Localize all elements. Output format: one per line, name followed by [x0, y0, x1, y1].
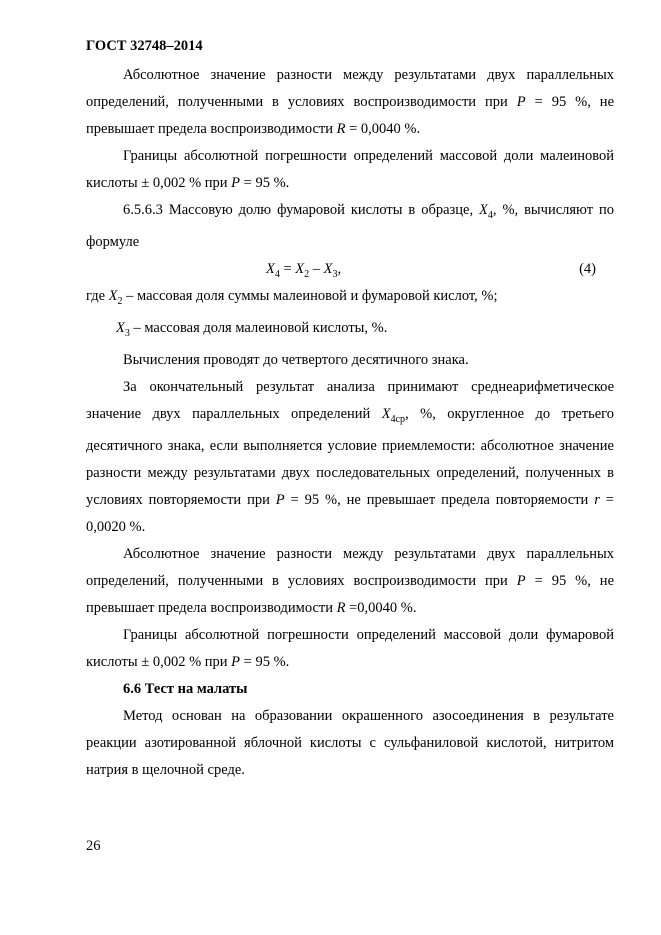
- document-header: ГОСТ 32748–2014: [86, 38, 203, 54]
- formula-4: [86, 256, 614, 283]
- paragraph-reproducibility-fumaric: Абсолютное значение разности между результатами двух параллельных определений, полученными в условиях воспроизводимости при P = 95 %, не превышает предела воспроизводимости R =0,0040 %.: [86, 545, 615, 616]
- paragraph-reproducibility-maleic: Абсолютное значение разности между результатами двух параллельных определений, полученными в условиях воспроизводимости при P = 95 %, не превышает предела воспроизводимости R = 0,0040 %.: [86, 67, 615, 137]
- paragraph-calculation: Вычисления проводят до четвертого десятичного знака.: [123, 351, 469, 368]
- document-body: [86, 62, 614, 784]
- paragraph-fumaric-intro: 6.5.6.3 Массовую долю фумаровой кислоты в образце, $X_4$, %, вычисляют по формуле: [86, 202, 614, 250]
- section-heading-malates: 6.6 Тест на малаты: [123, 680, 248, 697]
- formula-expression: $X_4 = X_2 - X_3$,: [266, 260, 342, 280]
- paragraph-final-result: За окончательный результат анализа принимают среднеарифметическое значение двух параллельных определений $X_{4ср}$, %, округленное до третьего десятичного знака, если выполняется условие приемлемости: абсолютное значение разности между результатами двух последовательных определений, полученных в условиях повторяемости при P = 95 %, не превышает предела повторяемости r = 0,0020 %.: [86, 378, 615, 535]
- paragraph-error-maleic: Границы абсолютной погрешности определений массовой доли малеиновой кислоты ± 0,002 % при P = 95 %.: [86, 148, 614, 191]
- where-x3: $X_3$ – массовая доля малеиновой кислоты, %.: [116, 319, 388, 339]
- formula-number: (4): [579, 260, 596, 277]
- paragraph-method: Метод основан на образовании окрашенного азосоединения в результате реакции азотированной яблочной кислоты с сульфаниловой кислотой, нитритом натрия в щелочной среде.: [86, 707, 614, 778]
- paragraph-error-fumaric: Границы абсолютной погрешности определений массовой доли фумаровой кислоты ± 0,002 % при P = 95 %.: [86, 626, 614, 670]
- where-x2: где $X_2$ – массовая доля суммы малеиновой и фумаровой кислот, %;: [86, 287, 498, 307]
- page-number: 26: [86, 838, 101, 854]
